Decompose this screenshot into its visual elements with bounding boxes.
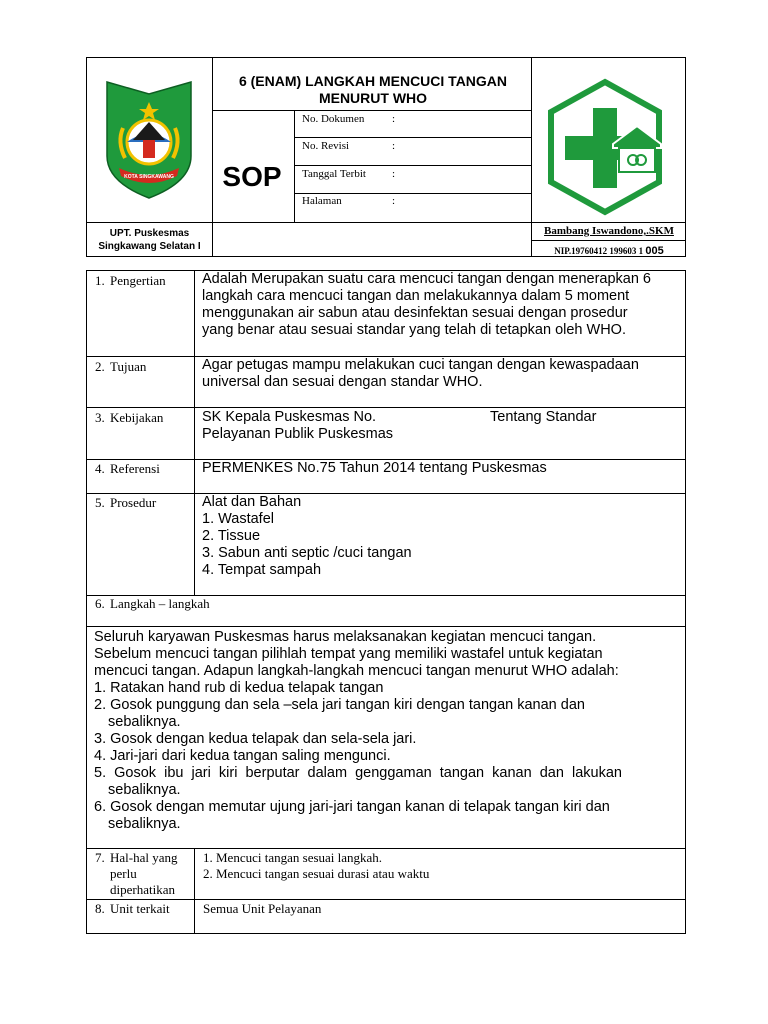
text-line: universal dan sesuai dengan standar WHO. — [202, 374, 483, 390]
row-divider — [87, 626, 685, 627]
city-emblem-logo — [103, 78, 195, 200]
row-label: diperhatikan — [110, 882, 175, 897]
policy-sk-text: SK Kepala Puskesmas No. — [202, 409, 377, 425]
text-line: Semua Unit Pelayanan — [203, 901, 322, 916]
row-divider — [87, 407, 685, 408]
document-title — [215, 73, 531, 107]
row-label: Langkah – langkah — [110, 596, 210, 611]
content-unit-terkait — [203, 901, 683, 917]
step-text: 1. Ratakan hand rub di kedua telapak tangan — [94, 680, 384, 696]
step-text: sebaliknya. — [108, 816, 181, 832]
step-item — [94, 799, 680, 833]
list-item: 2. Mencuci tangan sesuai durasi atau waktu — [203, 866, 430, 881]
puskesmas-logo — [545, 78, 665, 216]
meta-no-revisi — [302, 140, 522, 152]
row-number: 4. — [95, 461, 105, 476]
text-line: mencuci tangan. Adapun langkah-langkah mencuci tangan menurut WHO adalah: — [94, 663, 619, 679]
label-hal-hal — [95, 850, 199, 898]
sop-label: SOP — [222, 161, 282, 192]
divider — [531, 58, 532, 257]
row-number: 7. — [95, 850, 105, 865]
text-line: yang benar atau sesuai standar yang telah di tetapkan oleh WHO. — [202, 322, 626, 338]
text-line: Sebelum mencuci tangan pilihlah tempat yang memiliki wastafel untuk kegiatan — [94, 646, 603, 662]
step-text: 6. Gosok dengan memutar ujung jari-jari tangan kanan di telapak tangan kiri dan — [94, 799, 610, 815]
text-line: Agar petugas mampu melakukan cuci tangan dengan kewaspadaan — [202, 357, 639, 373]
divider — [87, 222, 685, 223]
list-item: 3. Sabun anti septic /cuci tangan — [202, 545, 412, 561]
divider — [294, 137, 531, 138]
text-line: menggunakan air sabun atau desinfektan sesuai dengan prosedur — [202, 305, 628, 321]
meta-key: Tanggal Terbit — [302, 168, 366, 180]
content-kebijakan — [202, 409, 682, 443]
tools-heading: Alat dan Bahan — [202, 494, 302, 510]
text-line: PERMENKES No.75 Tahun 2014 tentang Puskesmas — [202, 460, 547, 476]
title-line: MENURUT WHO — [318, 90, 428, 106]
column-divider — [194, 271, 195, 595]
step-item — [94, 731, 680, 748]
row-number: 1. — [95, 273, 105, 288]
divider — [294, 193, 531, 194]
text-line: Seluruh karyawan Puskesmas harus melaksanakan kegiatan mencuci tangan. — [94, 629, 597, 645]
label-prosedur — [95, 495, 199, 511]
row-number: 3. — [95, 410, 105, 425]
meta-no-dokumen — [302, 113, 522, 125]
content-referensi — [202, 460, 682, 477]
content-pengertian — [202, 271, 682, 339]
label-tujuan — [95, 359, 199, 375]
row-label: Prosedur — [110, 495, 157, 510]
title-line: 6 (ENAM) LANGKAH MENCUCI TANGAN — [238, 73, 508, 89]
step-text: sebaliknya. — [108, 714, 181, 730]
nip-suffix: 005 — [645, 245, 664, 257]
row-label: perlu — [110, 866, 137, 881]
row-label: Referensi — [110, 461, 160, 476]
label-pengertian — [95, 273, 199, 289]
row-label: Unit terkait — [110, 901, 170, 916]
step-item — [94, 765, 680, 799]
step-item — [94, 748, 680, 765]
meta-sep: : — [392, 168, 396, 180]
meta-tanggal-terbit — [302, 168, 522, 180]
row-label: Kebijakan — [110, 410, 164, 425]
row-divider — [87, 899, 685, 900]
signer-name: Bambang Iswandono,.SKM — [544, 225, 674, 237]
label-kebijakan — [95, 410, 199, 426]
nip-prefix: NIP.19760412 199603 1 — [554, 246, 646, 256]
text-line: langkah cara mencuci tangan dan melakukannya dalam 5 moment — [202, 288, 630, 304]
step-item — [94, 680, 680, 697]
organization-name — [87, 227, 212, 253]
content-prosedur — [202, 494, 682, 579]
row-label: Hal-hal yang — [110, 850, 178, 865]
content-hal-hal — [203, 850, 683, 882]
signer-nip — [533, 245, 685, 257]
step-text: 5. Gosok ibu jari kiri berputar dalam genggaman tangan kanan dan lakukan — [94, 765, 622, 781]
org-line: Singkawang Selatan I — [98, 241, 201, 252]
row-number: 6. — [95, 596, 105, 611]
divider — [294, 165, 531, 166]
policy-tentang-text: Tentang Standar — [490, 409, 597, 425]
meta-key: No. Revisi — [302, 140, 350, 152]
row-label: Tujuan — [110, 359, 147, 374]
row-number: 5. — [95, 495, 105, 510]
list-item: 1. Wastafel — [202, 511, 274, 527]
org-line: UPT. Puskesmas — [109, 228, 190, 239]
list-item: 1. Mencuci tangan sesuai langkah. — [203, 850, 383, 865]
label-langkah — [95, 596, 395, 612]
step-text: sebaliknya. — [108, 782, 181, 798]
meta-key: No. Dokumen — [302, 113, 365, 125]
row-number: 2. — [95, 359, 105, 374]
text-line: Pelayanan Publik Puskesmas — [202, 426, 394, 442]
step-item — [94, 697, 680, 731]
emblem-banner-text: KOTA SINGKAWANG — [124, 174, 174, 180]
meta-halaman — [302, 195, 522, 207]
divider — [212, 110, 531, 111]
step-text: 3. Gosok dengan kedua telapak dan sela-sela jari. — [94, 731, 417, 747]
sop-content-table — [86, 270, 686, 934]
divider — [531, 240, 685, 241]
list-item: 2. Tissue — [202, 528, 261, 544]
content-tujuan — [202, 357, 682, 391]
meta-sep: : — [392, 195, 396, 207]
row-divider — [87, 848, 685, 849]
sop-header — [86, 57, 686, 257]
content-langkah — [94, 629, 680, 833]
row-number: 8. — [95, 901, 105, 916]
label-unit-terkait — [95, 901, 199, 917]
divider — [212, 58, 213, 257]
meta-key: Halaman — [302, 195, 342, 207]
step-text: 2. Gosok punggung dan sela –sela jari tangan kiri dengan tangan kanan dan — [94, 697, 585, 713]
label-referensi — [95, 461, 199, 477]
step-text: 4. Jari-jari dari kedua tangan saling mengunci. — [94, 748, 391, 764]
list-item: 4. Tempat sampah — [202, 562, 322, 578]
meta-sep: : — [392, 113, 396, 125]
meta-sep: : — [392, 140, 396, 152]
row-label: Pengertian — [110, 273, 166, 288]
divider — [294, 110, 295, 222]
text-line: Adalah Merupakan suatu cara mencuci tangan dengan menerapkan 6 — [202, 271, 651, 287]
